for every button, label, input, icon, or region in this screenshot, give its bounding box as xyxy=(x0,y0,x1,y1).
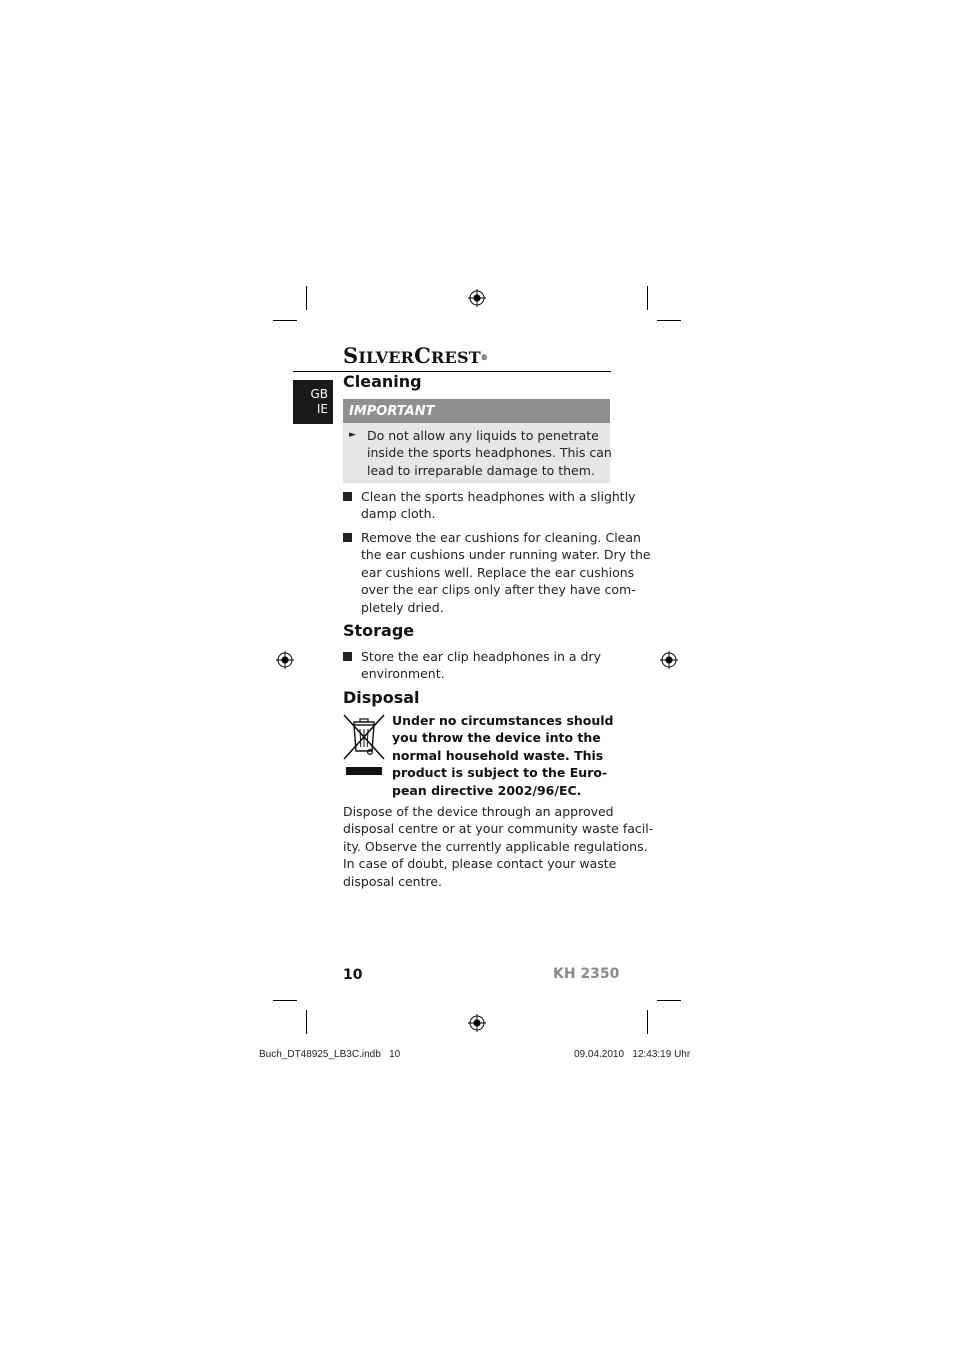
page-number: 10 xyxy=(343,967,363,983)
header-rule xyxy=(293,371,611,372)
lang-code: GB xyxy=(310,387,328,401)
crop-mark xyxy=(657,1000,681,1001)
important-label: IMPORTANT xyxy=(343,399,610,423)
registration-mark-icon xyxy=(468,289,486,307)
registration-mark-icon xyxy=(660,651,678,669)
crop-mark xyxy=(273,1000,297,1001)
list-item: Clean the sports headphones with a slightly damp cloth. xyxy=(361,489,636,522)
important-text: Do not allow any liquids to penetrate inside the sports headphones. This can lead to irreparable damage to them. xyxy=(367,428,612,478)
print-slug-timestamp: 09.04.2010 12:43:19 Uhr xyxy=(574,1049,691,1060)
disposal-body-text: Dispose of the device through an approved disposal centre or at your community waste facil- ity. Observe the currently applicable regulations. In case of doubt, please contact your waste disposal centre. xyxy=(343,804,654,889)
registration-mark-icon xyxy=(276,651,294,669)
crossed-out-wheelie-bin-icon xyxy=(342,713,386,777)
section-heading-storage: Storage xyxy=(343,621,415,640)
crop-mark xyxy=(306,1010,307,1034)
crop-mark xyxy=(273,320,297,321)
square-bullet-icon xyxy=(343,533,352,542)
square-bullet-icon xyxy=(343,492,352,501)
crop-mark xyxy=(657,320,681,321)
language-tab xyxy=(293,380,333,424)
model-number: KH 2350 xyxy=(553,966,620,982)
registration-mark-icon xyxy=(468,1014,486,1032)
brand-logo: SILVERCREST® xyxy=(343,343,489,368)
crop-mark xyxy=(647,286,648,310)
arrow-bullet-icon: ► xyxy=(349,430,356,440)
square-bullet-icon xyxy=(343,652,352,661)
list-item: Store the ear clip headphones in a dry environment. xyxy=(361,649,601,682)
crop-mark xyxy=(647,1010,648,1034)
crop-mark xyxy=(306,286,307,310)
section-heading-cleaning: Cleaning xyxy=(343,372,422,391)
list-item: Remove the ear cushions for cleaning. Clean the ear cushions under running water. Dry the ear cushions well. Replace the ear cushions over the ear clips only after they have com- pletely dried. xyxy=(361,530,651,615)
print-slug-file: Buch_DT48925_LB3C.indb 10 xyxy=(259,1049,401,1060)
lang-code: IE xyxy=(316,402,328,416)
disposal-warning: Under no circumstances should you throw the device into the normal household waste. This product is subject to the Euro- pean directive 2002/96/EC. xyxy=(392,713,614,798)
section-heading-disposal: Disposal xyxy=(343,688,420,707)
